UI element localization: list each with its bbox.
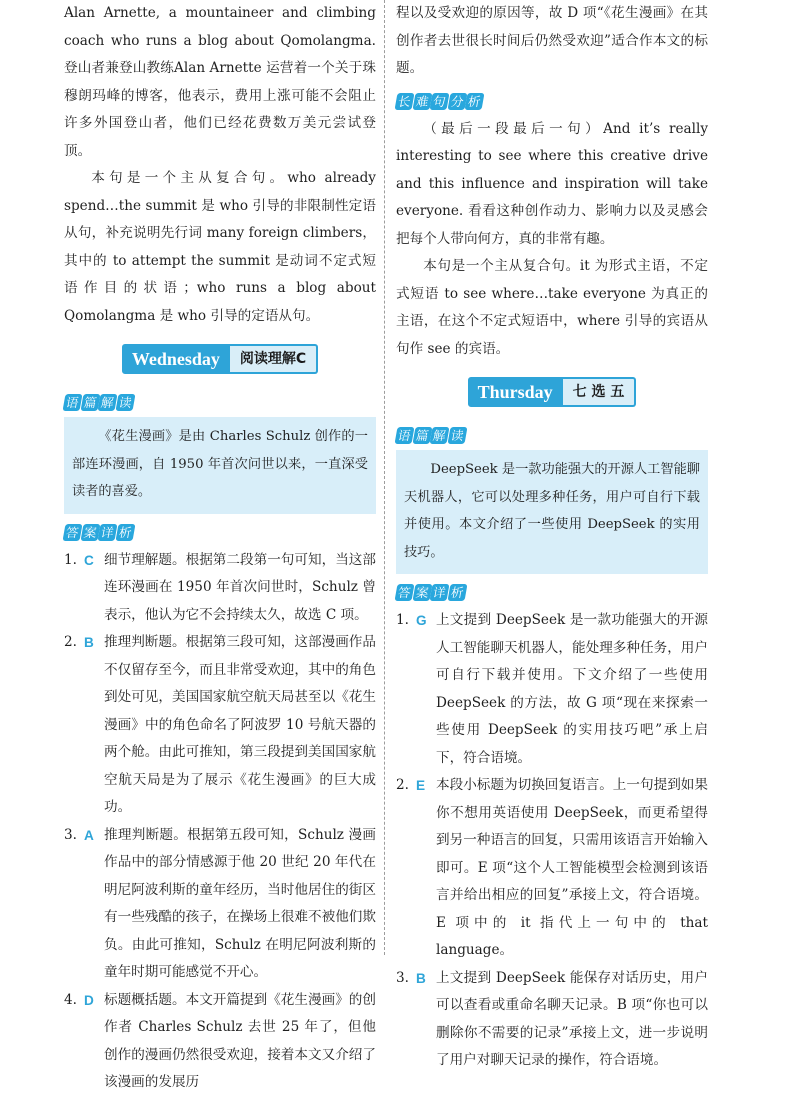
left-column (64, 0, 376, 1097)
answer-item (64, 547, 376, 630)
tag-char: 析 (115, 524, 135, 541)
section-tag (396, 584, 465, 601)
section-tag (396, 427, 465, 444)
tag-char: 难 (412, 93, 432, 110)
answer-explanation: 推理判断题。根据第五段可知，Schulz 漫画作品中的部分情感源于他 20 世纪 20 年代在明尼阿波利斯的童年经历，当时他居住的街区有一些残酷的孩子，在操场上很难不被他们欺负。由此可推知，Schulz 在明尼阿波利斯的童年时期可能感觉不开心。 (104, 826, 376, 980)
answer-item (64, 822, 376, 987)
tag-char: 篇 (80, 394, 100, 411)
answer-letter: A (84, 827, 94, 843)
question-number: 2. (64, 634, 77, 650)
day-title: Thursday (468, 377, 563, 407)
section-tag (64, 394, 133, 411)
question-number: 1. (64, 551, 77, 568)
right-column (396, 0, 708, 1075)
summary-box: 《花生漫画》是由 Charles Schulz 创作的一部连环漫画，自 1950 年首次问世以来，一直深受读者的喜爱。 (64, 417, 376, 514)
answer-letter: E (416, 778, 426, 793)
answer-letter: B (416, 970, 426, 986)
section-header-wednesday (64, 344, 376, 374)
answer-letter: C (84, 552, 94, 568)
tag-char: 解 (430, 427, 450, 444)
tag-char: 详 (430, 584, 450, 601)
summary-box: DeepSeek 是一款功能强大的开源人工智能聊天机器人，它可以处理多种任务，用户可自行下载并使用。本文介绍了一些使用 DeepSeek 的实用技巧。 (396, 450, 708, 574)
column-divider (384, 0, 385, 955)
answer-item (396, 772, 708, 965)
day-subtitle: 七 选 五 (563, 377, 637, 407)
question-number: 3. (396, 969, 409, 986)
answer-item (396, 965, 708, 1075)
tag-char: 详 (98, 524, 118, 541)
answer-explanation: 标题概括题。本文开篇提到《花生漫画》的创作者 Charles Schulz 去世 25 年了，但他创作的漫画仍然很受欢迎，接着本文又介绍了该漫画的发展历 (104, 991, 376, 1090)
answer-letter: B (84, 635, 94, 650)
tag-char: 读 (115, 394, 135, 411)
question-number: 3. (64, 826, 77, 843)
tag-char: 解 (98, 394, 118, 411)
day-subtitle: 阅读理解C (230, 344, 318, 374)
tag-char: 析 (447, 584, 467, 601)
tag-char: 案 (412, 584, 432, 601)
answer-letter: G (416, 613, 427, 628)
paragraph: 程以及受欢迎的原因等，故 D 项“《花生漫画》在其创作者去世很长时间后仍然受欢迎”适合作本文的标题。 (396, 5, 708, 76)
paragraph: Alan Arnette, a mountaineer and climbing coach who runs a blog about Qomolangma. 登山者兼登山教练Alan Arnette 运营着一个关于珠穆朗玛峰的博客，他表示，费用上涨可能不会阻止许多外国登山者，他们已经花费数万美元尝试登顶。 (64, 5, 376, 159)
answer-explanation: 推理判断题。根据第三段可知，这部漫画作品不仅留存至今，而且非常受欢迎，其中的角色到处可见，美国国家航空航天局甚至以《花生漫画》中的角色命名了阿波罗 10 号航天器的两个舱。由此可推知，第三段提到美国国家航空航天局是为了展示《花生漫画》的巨大成功。 (104, 634, 376, 815)
section-header-thursday (396, 377, 708, 407)
answer-explanation: 上文提到 DeepSeek 能保存对话历史，用户可以查看或重命名聊天记录。B 项“你也可以删除你不需要的记录”承接上文，进一步说明了用户对聊天记录的操作，符合语境。 (436, 969, 708, 1068)
answer-item (64, 987, 376, 1097)
question-number: 4. (64, 991, 77, 1008)
paragraph: （最后一段最后一句）And it’s really interesting to see where this creative drive and this influence and inspiration will take everyone. 看看这种创作动力、影响力以及灵感会把每个人带向何方，真的非常有趣。 (396, 120, 708, 247)
section-tag (64, 524, 133, 541)
tag-char: 长 (395, 93, 415, 110)
answer-explanation: 本段小标题为切换回复语言。上一句提到如果你不想用英语使用 DeepSeek，而更希望得到另一种语言的回复，只需用该语言开始输入即可。E 项“这个人工智能模型会检测到该语言并给出相应的回复”承接上文，符合语境。E 项中的 it 指代上一句中的 that language。 (436, 777, 708, 958)
tag-char: 案 (80, 524, 100, 541)
answer-item (64, 629, 376, 822)
day-title: Wednesday (122, 344, 230, 374)
answer-explanation: 上文提到 DeepSeek 是一款功能强大的开源人工智能聊天机器人，能处理多种任务，用户可自行下载并使用。下文介绍了一些使用 DeepSeek 的方法，故 G 项“现在来探索一些使用 DeepSeek 的实用技巧吧”承上启下，符合语境。 (436, 612, 708, 766)
paragraph: 本句是一个主从复合句。it 为形式主语，不定式短语 to see where…take everyone 为真正的主语，在这个不定式短语中，where 引导的宾语从句作 see 的宾语。 (396, 258, 708, 357)
answer-item (396, 607, 708, 772)
answer-explanation: 细节理解题。根据第二段第一句可知，当这部连环漫画在 1950 年首次问世时，Schulz 曾表示，他认为它不会持续太久，故选 C 项。 (104, 551, 376, 623)
tag-char: 析 (465, 93, 485, 110)
question-number: 2. (396, 777, 409, 793)
tag-char: 分 (447, 93, 467, 110)
tag-char: 句 (430, 93, 450, 110)
answer-letter: D (84, 992, 94, 1008)
tag-char: 答 (63, 524, 83, 541)
question-number: 1. (396, 612, 409, 628)
tag-char: 答 (395, 584, 415, 601)
tag-char: 语 (395, 427, 415, 444)
paragraph: 本句是一个主从复合句。who already spend…the summit 是 who 引导的非限制性定语从句，补充说明先行词 many foreign climbers，其中的 to attempt the summit 是动词不定式短语作目的状语；who runs a blog about Qomolangma 是 who 引导的定语从句。 (64, 170, 376, 324)
tag-char: 语 (63, 394, 83, 411)
tag-char: 篇 (412, 427, 432, 444)
section-tag (396, 93, 483, 110)
tag-char: 读 (447, 427, 467, 444)
